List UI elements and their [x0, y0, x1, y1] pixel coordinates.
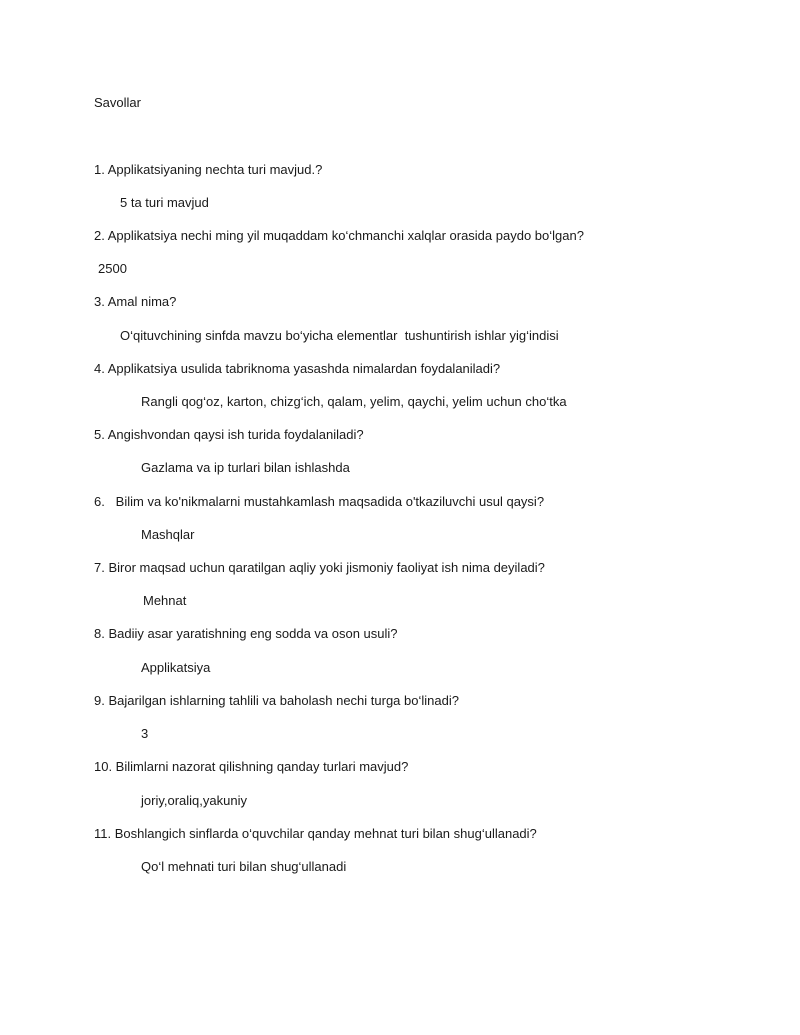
question-2: 2. Applikatsiya nechi ming yil muqaddam ko‘chmanchi xalqlar orasida paydo bo‘lgan? [94, 228, 584, 243]
answer-4: Rangli qog‘oz, karton, chizg‘ich, qalam, yelim, qaychi, yelim uchun cho‘tka [141, 394, 567, 409]
question-6: 6. Bilim va ko'nikmalarni mustahkamlash maqsadida o'tkaziluvchi usul qaysi? [94, 494, 545, 509]
question-4: 4. Applikatsiya usulida tabriknoma yasashda nimalardan foydalaniladi? [94, 361, 501, 376]
question-10: 10. Bilimlarni nazorat qilishning qanday turlari mavjud? [94, 759, 409, 774]
document-title: Savollar [94, 95, 141, 110]
answer-1: 5 ta turi mavjud [120, 195, 209, 210]
answer-9: 3 [141, 726, 149, 741]
answer-3: O‘qituvchining sinfda mavzu bo‘yicha elementlar tushuntirish ishlar yig‘indisi [120, 328, 559, 343]
answer-7: Mehnat [143, 593, 187, 608]
question-1: 1. Applikatsiyaning nechta turi mavjud.? [94, 162, 323, 177]
question-8: 8. Badiiy asar yaratishning eng sodda va oson usuli? [94, 626, 398, 641]
question-11: 11. Boshlangich sinflarda o‘quvchilar qanday mehnat turi bilan shug‘ullanadi? [94, 826, 537, 841]
question-7: 7. Biror maqsad uchun qaratilgan aqliy yoki jismoniy faoliyat ish nima deyiladi? [94, 560, 545, 575]
question-9: 9. Bajarilgan ishlarning tahlili va baholash nechi turga bo‘linadi? [94, 693, 459, 708]
answer-5: Gazlama va ip turlari bilan ishlashda [141, 460, 350, 475]
answer-6: Mashqlar [141, 527, 195, 542]
answer-11: Qo‘l mehnati turi bilan shug‘ullanadi [141, 859, 347, 874]
answer-2: 2500 [98, 261, 127, 276]
question-5: 5. Angishvondan qaysi ish turida foydalaniladi? [94, 427, 364, 442]
answer-8: Applikatsiya [141, 660, 211, 675]
answer-10: joriy,oraliq,yakuniy [141, 793, 247, 808]
question-3: 3. Amal nima? [94, 294, 177, 309]
